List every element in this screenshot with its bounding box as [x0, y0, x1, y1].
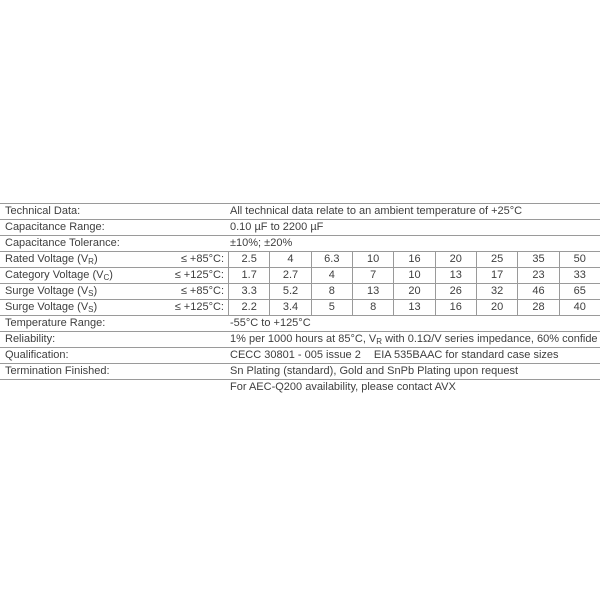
voltage-cell: 5: [311, 300, 352, 315]
voltage-cell: 46: [517, 284, 558, 299]
row-label: Reliability:: [5, 333, 56, 345]
row-label: Termination Finished:: [5, 365, 110, 377]
row-value: 0.10 µF to 2200 µF: [230, 221, 324, 233]
row-technical-data: [0, 204, 600, 220]
voltage-cell: 20: [435, 252, 476, 267]
condition-label: ≤ +85°C:: [180, 285, 224, 297]
label-subscript: R: [88, 257, 94, 266]
technical-data-table: [0, 203, 600, 396]
condition-label: ≤ +125°C:: [174, 269, 224, 281]
value-text: 1% per 1000 hours at 85°C, V: [230, 333, 377, 345]
voltage-cell: 3.4: [269, 300, 310, 315]
label-text: ): [93, 285, 98, 297]
voltage-cell: 32: [476, 284, 517, 299]
voltage-cell: 4: [269, 252, 310, 267]
row-value: [228, 332, 600, 347]
voltage-cell: 8: [311, 284, 352, 299]
row-surge-voltage-85: [0, 284, 600, 300]
row-capacitance-range: [0, 220, 600, 236]
row-value: -55°C to +125°C: [230, 317, 311, 329]
row-temperature-range: [0, 316, 600, 332]
row-label: [0, 284, 146, 299]
voltage-cell: 16: [435, 300, 476, 315]
row-category-voltage: [0, 268, 600, 284]
voltage-cell: 20: [476, 300, 517, 315]
qualification-eia: EIA 535BAAC for standard case sizes: [373, 349, 559, 361]
row-label: Temperature Range:: [5, 317, 106, 329]
row-surge-voltage-125: [0, 300, 600, 316]
row-label: Technical Data:: [5, 205, 81, 217]
row-aec-note: [0, 380, 600, 396]
voltage-cell: 10: [393, 268, 434, 283]
label-text: ): [93, 301, 98, 313]
row-termination-finished: [0, 364, 600, 380]
label-text: ): [109, 269, 113, 281]
row-rated-voltage: [0, 252, 600, 268]
voltage-cell: 10: [352, 252, 393, 267]
voltage-cell: 2.7: [269, 268, 310, 283]
row-value: All technical data relate to an ambient temperature of +25°C: [230, 205, 523, 217]
row-capacitance-tolerance: [0, 236, 600, 252]
qualification-cecc: CECC 30801 - 005 issue 2: [230, 349, 361, 361]
condition-label: ≤ +125°C:: [174, 301, 224, 313]
voltage-cell: 13: [393, 300, 434, 315]
voltage-cell: 5.2: [269, 284, 310, 299]
label-subscript: S: [88, 305, 94, 314]
voltage-cell: 6.3: [311, 252, 352, 267]
voltage-cell: 65: [559, 284, 600, 299]
voltage-cell: 8: [352, 300, 393, 315]
label-text: ): [93, 253, 98, 265]
voltage-cell: 3.3: [228, 284, 269, 299]
voltage-cell: 35: [517, 252, 558, 267]
voltage-cell: 26: [435, 284, 476, 299]
label-subscript: S: [88, 289, 94, 298]
label-text: Surge Voltage (V: [5, 285, 89, 297]
voltage-cell: 7: [352, 268, 393, 283]
voltage-cell: 50: [559, 252, 600, 267]
voltage-cell: 40: [559, 300, 600, 315]
voltage-cell: 17: [476, 268, 517, 283]
row-label: [0, 300, 146, 315]
voltage-cell: 2.2: [228, 300, 269, 315]
voltage-cell: 23: [517, 268, 558, 283]
row-value: ±10%; ±20%: [230, 237, 293, 249]
voltage-cell: 4: [311, 268, 352, 283]
row-label: [0, 252, 146, 267]
condition-label: ≤ +85°C:: [180, 253, 224, 265]
value-subscript: R: [376, 337, 383, 346]
row-value: [228, 348, 600, 363]
aec-note-text: For AEC-Q200 availability, please contact AVX: [230, 381, 456, 393]
voltage-cell: 2.5: [228, 252, 269, 267]
voltage-cell: 20: [393, 284, 434, 299]
label-text: Rated Voltage (V: [5, 253, 89, 265]
row-label: Capacitance Tolerance:: [5, 237, 120, 249]
voltage-cell: 28: [517, 300, 558, 315]
voltage-cell: 16: [393, 252, 434, 267]
row-label: [0, 268, 146, 283]
voltage-cell: 25: [476, 252, 517, 267]
voltage-cell: 33: [559, 268, 600, 283]
row-reliability: [0, 332, 600, 348]
label-text: Surge Voltage (V: [5, 301, 89, 313]
label-subscript: C: [103, 273, 110, 282]
row-label: Capacitance Range:: [5, 221, 105, 233]
voltage-cell: 13: [352, 284, 393, 299]
row-label: Qualification:: [5, 349, 69, 361]
row-label-empty: [0, 380, 228, 396]
label-text: Category Voltage (V: [5, 269, 104, 281]
voltage-cell: 13: [435, 268, 476, 283]
row-qualification: [0, 348, 600, 364]
voltage-cell: 1.7: [228, 268, 269, 283]
value-text: with 0.1Ω/V series impedance, 60% confide: [382, 333, 598, 345]
row-value: Sn Plating (standard), Gold and SnPb Plating upon request: [230, 365, 519, 377]
